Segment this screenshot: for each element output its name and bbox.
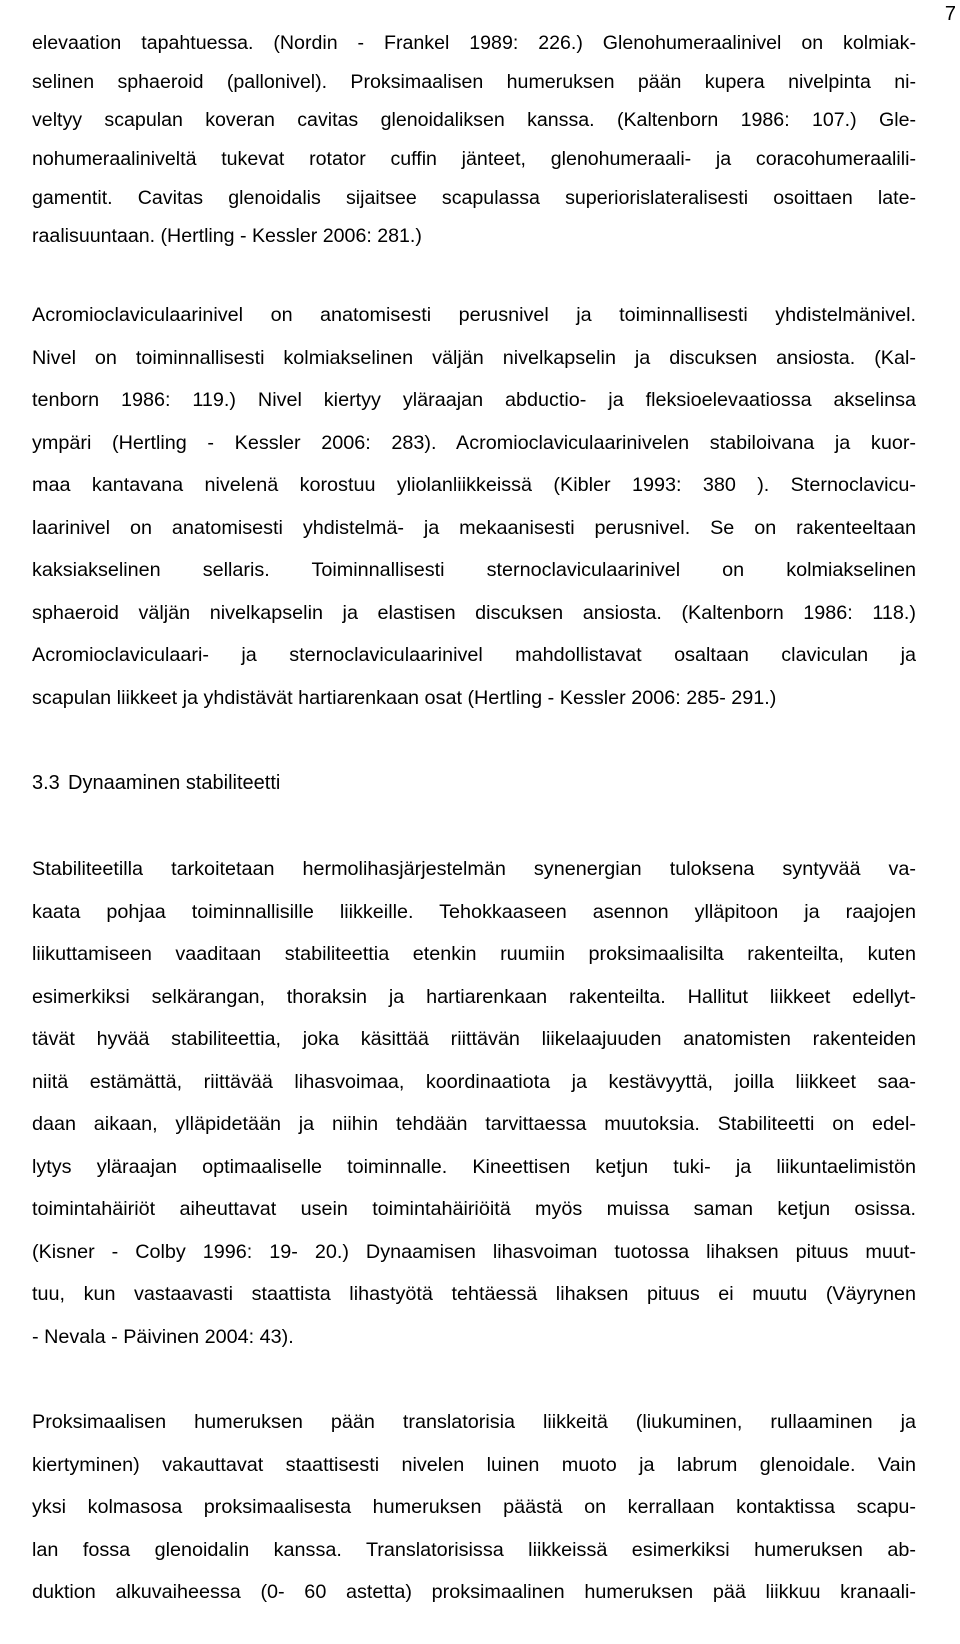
text-line: selinen sphaeroid (pallonivel). Proksimaalisen humeruksen pään kupera nivelpinta ni- (32, 70, 916, 93)
text-line: maa kantavana nivelenä korostuu yliolanliikkeissä (Kibler 1993: 380 ). Sternoclavicu- (32, 474, 916, 497)
document-body (32, 24, 916, 1614)
text-line: niitä estämättä, riittävää lihasvoimaa, koordinaatiota ja kestävyyttä, joilla liikkeet saa- (32, 1070, 916, 1093)
text-line: Nivel on toiminnallisesti kolmiakselinen väljän nivelkapselin ja discuksen ansiosta. (Kal- (32, 346, 916, 369)
text-line: yksi kolmasosa proksimaalisesta humeruksen päästä on kerrallaan kontaktissa scapu- (32, 1496, 916, 1519)
text-line: Proksimaalisen humeruksen pään translatorisia liikkeitä (liukuminen, rullaaminen ja (32, 1411, 916, 1434)
text-line: veltyy scapulan koveran cavitas glenoidaliksen kanssa. (Kaltenborn 1986: 107.) Gle- (32, 109, 916, 132)
text-line: duktion alkuvaiheessa (0- 60 astetta) proksimaalinen humeruksen pää liikkuu kranaali- (32, 1581, 916, 1604)
paragraph-glenohumeral (32, 24, 916, 256)
text-line: nohumeraaliniveltä tukevat rotator cuffin jänteet, glenohumeraali- ja coracohumeraalili- (32, 148, 916, 171)
text-line: sphaeroid väljän nivelkapselin ja elastisen discuksen ansiosta. (Kaltenborn 1986: 118.) (32, 601, 916, 624)
text-line: ympäri (Hertling - Kessler 2006: 283). Acromioclaviculaarinivelen stabiloivana ja kuor- (32, 431, 916, 454)
text-line: kiertyminen) vakauttavat staattisesti nivelen luinen muoto ja labrum glenoidale. Vain (32, 1453, 916, 1476)
text-line: daan aikaan, ylläpidetään ja niihin tehdään tarvittaessa muutoksia. Stabiliteetti on edel- (32, 1113, 916, 1136)
section-heading (32, 762, 916, 805)
text-line: Acromioclaviculaari- ja sternoclaviculaarinivel mahdollistavat osaltaan claviculan ja (32, 644, 916, 667)
text-line: kaata pohjaa toiminnallisille liikkeille. Tehokkaaseen asennon ylläpitoon ja raajojen (32, 900, 916, 923)
text-line: gamentit. Cavitas glenoidalis sijaitsee scapulassa superiorislateralisesti osoittaen late- (32, 186, 916, 209)
text-line: scapulan liikkeet ja yhdistävät hartiarenkaan osat (Hertling - Kessler 2006: 285- 291.) (32, 686, 777, 709)
text-line: elevaation tapahtuessa. (Nordin - Frankel 1989: 226.) Glenohumeraalinivel on kolmiak- (32, 32, 916, 54)
text-line: esimerkiksi selkärangan, thoraksin ja hartiarenkaan rakenteilta. Hallitut liikkeet edellyt- (32, 985, 916, 1008)
text-line: tuu, kun vastaavasti staattista lihastyötä tehtäessä lihaksen pituus ei muutu (Väyrynen (32, 1283, 916, 1306)
text-line: lan fossa glenoidalin kanssa. Translatorisissa liikkeissä esimerkiksi humeruksen ab- (32, 1538, 916, 1561)
text-line: Stabiliteetilla tarkoitetaan hermolihasjärjestelmän synenergian tuloksena syntyvää va- (32, 858, 916, 881)
paragraph-acromioclavicular (32, 294, 916, 719)
text-line: tävät hyvää stabiliteettia, joka käsittää riittävän liikelaajuuden anatomisten rakenteiden (32, 1028, 916, 1051)
text-line: toimintahäiriöt aiheuttavat usein toimintahäiriöitä myös muissa saman ketjun osissa. (32, 1198, 916, 1221)
text-line: liikuttamiseen vaaditaan stabiliteettia etenkin ruumiin proksimaalisilta rakenteilta, kuten (32, 943, 916, 966)
text-line: lytys yläraajan optimaaliselle toiminnalle. Kineettisen ketjun tuki- ja liikuntaelimistön (32, 1155, 916, 1178)
text-line: tenborn 1986: 119.) Nivel kiertyy yläraajan abductio- ja fleksioelevaatiossa akselinsa (32, 389, 916, 412)
page-number: 7 (944, 3, 956, 25)
section-title: Dynaaminen stabiliteetti (68, 772, 281, 795)
text-line: (Kisner - Colby 1996: 19- 20.) Dynaamisen lihasvoiman tuotossa lihaksen pituus muut- (32, 1240, 916, 1263)
section-number: 3.3 (32, 772, 60, 795)
text-line: - Nevala - Päivinen 2004: 43). (32, 1325, 294, 1348)
text-line: raalisuuntaan. (Hertling - Kessler 2006: 281.) (32, 225, 422, 248)
paragraph-humerus-translation (32, 1401, 916, 1614)
text-line: kaksiakselinen sellaris. Toiminnallisesti sternoclaviculaarinivel on kolmiakselinen (32, 559, 916, 582)
paragraph-stability (32, 848, 916, 1358)
text-line: Acromioclaviculaarinivel on anatomisesti perusnivel ja toiminnallisesti yhdistelmänivel. (32, 304, 916, 327)
text-line: laarinivel on anatomisesti yhdistelmä- ja mekaanisesti perusnivel. Se on rakenteeltaan (32, 516, 916, 539)
